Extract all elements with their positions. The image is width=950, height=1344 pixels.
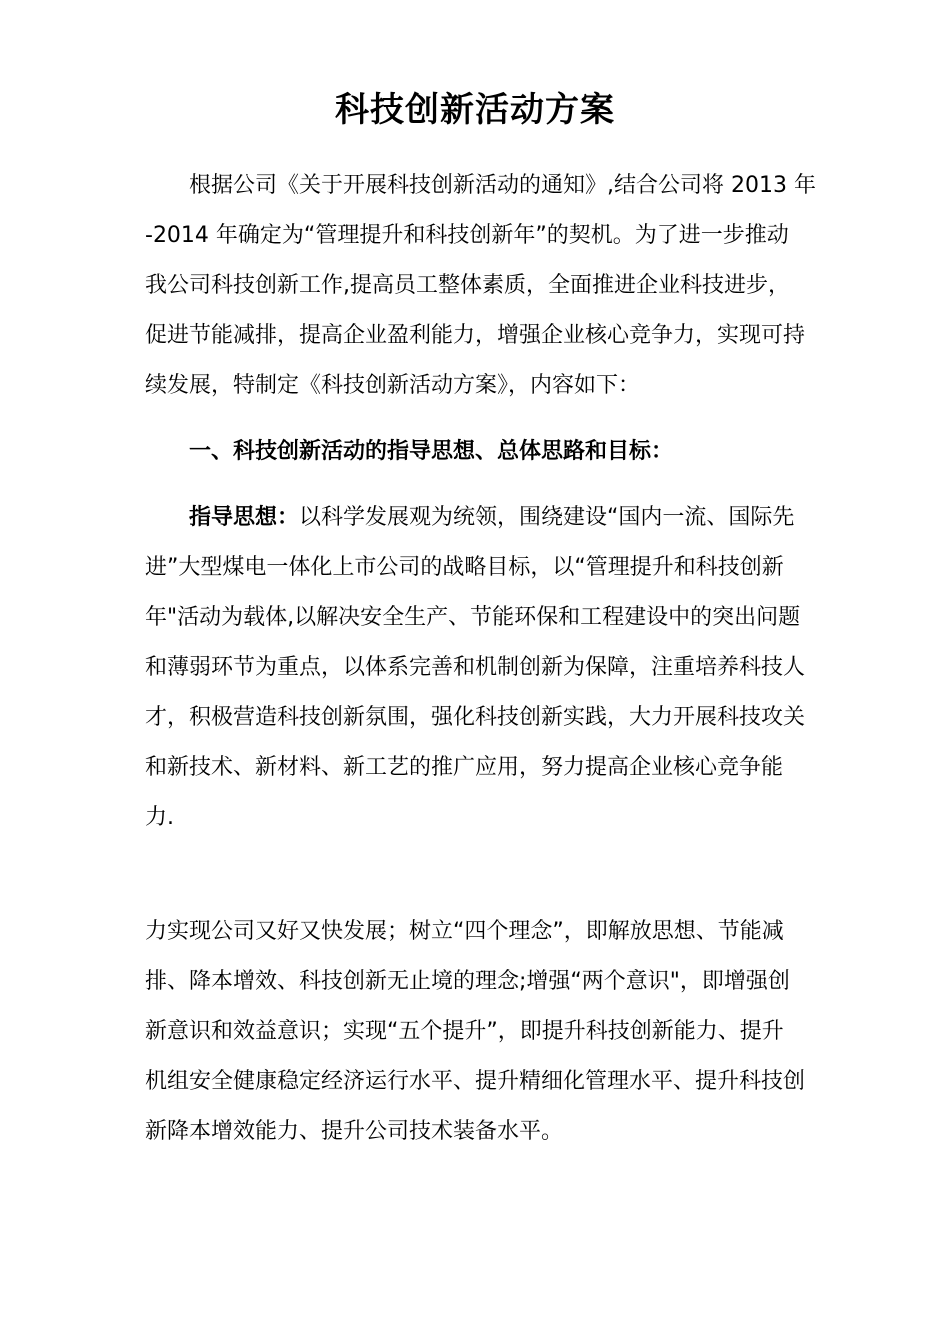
intro-line: -2014 年确定为“管理提升和科技创新年”的契机。为了进一步推动 (145, 223, 789, 248)
approach-line: 机组安全健康稳定经济运行水平、提升精细化管理水平、提升科技创 (145, 1069, 806, 1094)
approach-line: 新意识和效益意识；实现“五个提升”，即提升科技创新能力、提升 (145, 1019, 784, 1044)
intro-line: 我公司科技创新工作,提高员工整体素质，全面推进企业科技进步， (145, 273, 790, 298)
guiding-label: 指导思想： (189, 505, 300, 530)
intro-line: 促进节能减排，提高企业盈利能力，增强企业核心竞争力，实现可持 (145, 323, 806, 348)
approach-line: 力实现公司又好又快发展；树立“四个理念”，即解放思想、节能减 (145, 919, 784, 944)
guiding-line: 和新技术、新材料、新工艺的推广应用，努力提高企业核心竞争能 (145, 755, 784, 780)
approach-first-line (189, 858, 825, 906)
guiding-line: 力. (145, 805, 174, 830)
guiding-line: 年"活动为载体,以解决安全生产、节能环保和工程建设中的突出问题 (145, 605, 801, 630)
intro-line: 根据公司《关于开展科技创新活动的通知》,结合公司将 2013 年 (189, 173, 816, 198)
approach-line: 排、降本增效、科技创新无止境的理念;增强“两个意识"，即增强创 (145, 969, 790, 994)
approach-line: 新降本增效能力、提升公司技术装备水平。 (145, 1119, 564, 1144)
guiding-line: 和薄弱环节为重点，以体系完善和机制创新为保障，注重培养科技人 (145, 655, 806, 680)
guiding-line: 才，积极营造科技创新氛围，强化科技创新实践，大力开展科技攻关 (145, 705, 806, 730)
intro-line: 续发展，特制定《科技创新活动方案》，内容如下： (145, 373, 641, 398)
section-heading: 一、科技创新活动的指导思想、总体思路和目标： (189, 439, 674, 464)
guiding-first-line (189, 494, 825, 542)
guiding-first-line-text: 以科学发展观为统领，围绕建设“国内一流、国际先 (299, 505, 795, 530)
guiding-line: 进”大型煤电一体化上市公司的战略目标，以“管理提升和科技创新 (145, 555, 784, 580)
document-title: 科技创新活动方案 (335, 90, 615, 130)
